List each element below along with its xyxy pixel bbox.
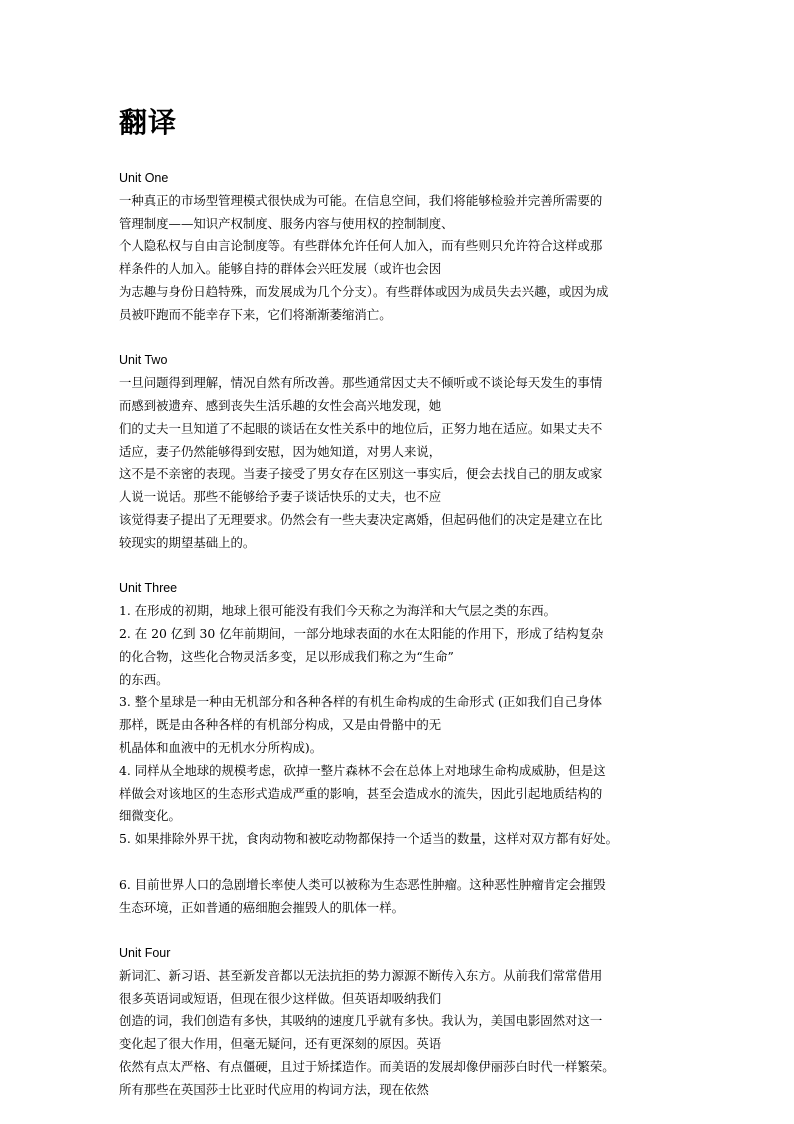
section-2 bbox=[119, 349, 684, 554]
section-heading: Unit Four bbox=[119, 946, 171, 961]
text-line: 员被吓跑而不能幸存下来，它们将渐渐萎缩消亡。 bbox=[119, 306, 392, 322]
text-line: 适应，妻子仍然能够得到安慰，因为她知道，对男人来说， bbox=[119, 443, 442, 459]
text-line: 变化起了很大作用，但毫无疑问，还有更深刻的原因。英语 bbox=[119, 1036, 442, 1052]
text-line: 人说一说话。那些不能够给予妻子谈话快乐的丈夫，也不应 bbox=[119, 489, 442, 505]
text-line: 新词汇、新习语、甚至新发音都以无法抗拒的势力源源不断传入东方。从前我们常常借用 bbox=[119, 967, 603, 983]
text-line: 所有那些在英国莎士比亚时代应用的构词方法，现在依然 bbox=[119, 1081, 429, 1097]
text-line: 该觉得妻子提出了无理要求。仍然会有一些夫妻决定离婚，但起码他们的决定是建立在比 bbox=[119, 511, 603, 527]
text-line bbox=[119, 851, 684, 874]
section-3 bbox=[119, 577, 684, 919]
text-line: 为志趣与身份日趋特殊，而发展成为几个分支）。有些群体或因为成员失去兴趣，或因为成 bbox=[119, 283, 609, 299]
text-line: 样做会对该地区的生态形式造成严重的影响，甚至会造成水的流失，因此引起地质结构的 bbox=[119, 785, 603, 801]
text-line: 创造的词，我们创造有多快，其吸纳的速度几乎就有多快。我认为，美国电影固然对这一 bbox=[119, 1013, 603, 1029]
document-title: 翻译 bbox=[119, 106, 178, 139]
section-1 bbox=[119, 167, 684, 327]
text-line: 3. 整个星球是一种由无机部分和各种各样的有机生命构成的生命形式 (正如我们自己身体 bbox=[119, 694, 602, 710]
text-line: 6. 目前世界人口的急剧增长率使人类可以被称为生态恶性肿瘤。这种恶性肿瘤肯定会摧毁 bbox=[119, 876, 606, 892]
text-line: 这不是不亲密的表现。当妻子接受了男女存在区别这一事实后，便会去找自己的朋友或家 bbox=[119, 466, 603, 482]
section-heading: Unit One bbox=[119, 171, 169, 185]
text-line: 个人隐私权与自由言论制度等。有些群体允许任何人加入，而有些则只允许符合这样或那 bbox=[119, 238, 603, 254]
text-line: 1. 在形成的初期，地球上很可能没有我们今天称之为海洋和大气层之类的东西。 bbox=[119, 603, 557, 619]
text-line: 的东西。 bbox=[119, 671, 169, 687]
text-line: 一种真正的市场型管理模式很快成为可能。在信息空间，我们将能够检验并完善所需要的 bbox=[119, 192, 603, 208]
text-line: 较现实的期望基础上的。 bbox=[119, 534, 256, 550]
text-line: 4. 同样从全地球的规模考虑，砍掉一整片森林不会在总体上对地球生命构成威胁，但是这 bbox=[119, 762, 606, 778]
text-line: 一旦问题得到理解，情况自然有所改善。那些通常因丈夫不倾听或不谈论每天发生的事情 bbox=[119, 375, 603, 391]
text-line: 5. 如果排除外界干扰，食肉动物和被吃动物都保持一个适当的数量，这样对双方都有好处。 bbox=[119, 831, 618, 847]
text-line: 依然有点太严格、有点僵硬，且过于矫揉造作。而美语的发展却像伊丽莎白时代一样繁荣。 bbox=[119, 1059, 615, 1075]
text-line: 的化合物，这些化合物灵活多变，足以形成我们称之为“生命” bbox=[119, 648, 454, 664]
text-line: 管理制度——知识产权制度、服务内容与使用权的控制制度、 bbox=[119, 215, 454, 231]
text-line: 细微变化。 bbox=[119, 808, 181, 824]
section-heading: Unit Three bbox=[119, 581, 178, 596]
text-line: 2. 在 20 亿到 30 亿年前期间，一部分地球表面的水在太阳能的作用下，形成了结构复杂 bbox=[119, 625, 604, 641]
text-line: 生态环境，正如普通的癌细胞会摧毁人的肌体一样。 bbox=[119, 899, 404, 915]
document-body bbox=[119, 167, 684, 1124]
section-heading: Unit Two bbox=[119, 353, 168, 368]
text-line: 那样，既是由各种各样的有机部分构成，又是由骨骼中的无 bbox=[119, 717, 442, 733]
section-4 bbox=[119, 942, 684, 1102]
text-line: 样条件的人加入。能够自持的群体会兴旺发展（或许也会因 bbox=[119, 261, 442, 277]
text-line: 很多英语词或短语，但现在很少这样做。但英语却吸纳我们 bbox=[119, 990, 442, 1006]
text-line: 们的丈夫一旦知道了不起眼的谈话在女性关系中的地位后，正努力地在适应。如果丈夫不 bbox=[119, 420, 603, 436]
text-line: 机晶体和血液中的无机水分所构成)。 bbox=[119, 739, 323, 755]
text-line: 而感到被遗弃、感到丧失生活乐趣的女性会高兴地发现，她 bbox=[119, 397, 442, 413]
